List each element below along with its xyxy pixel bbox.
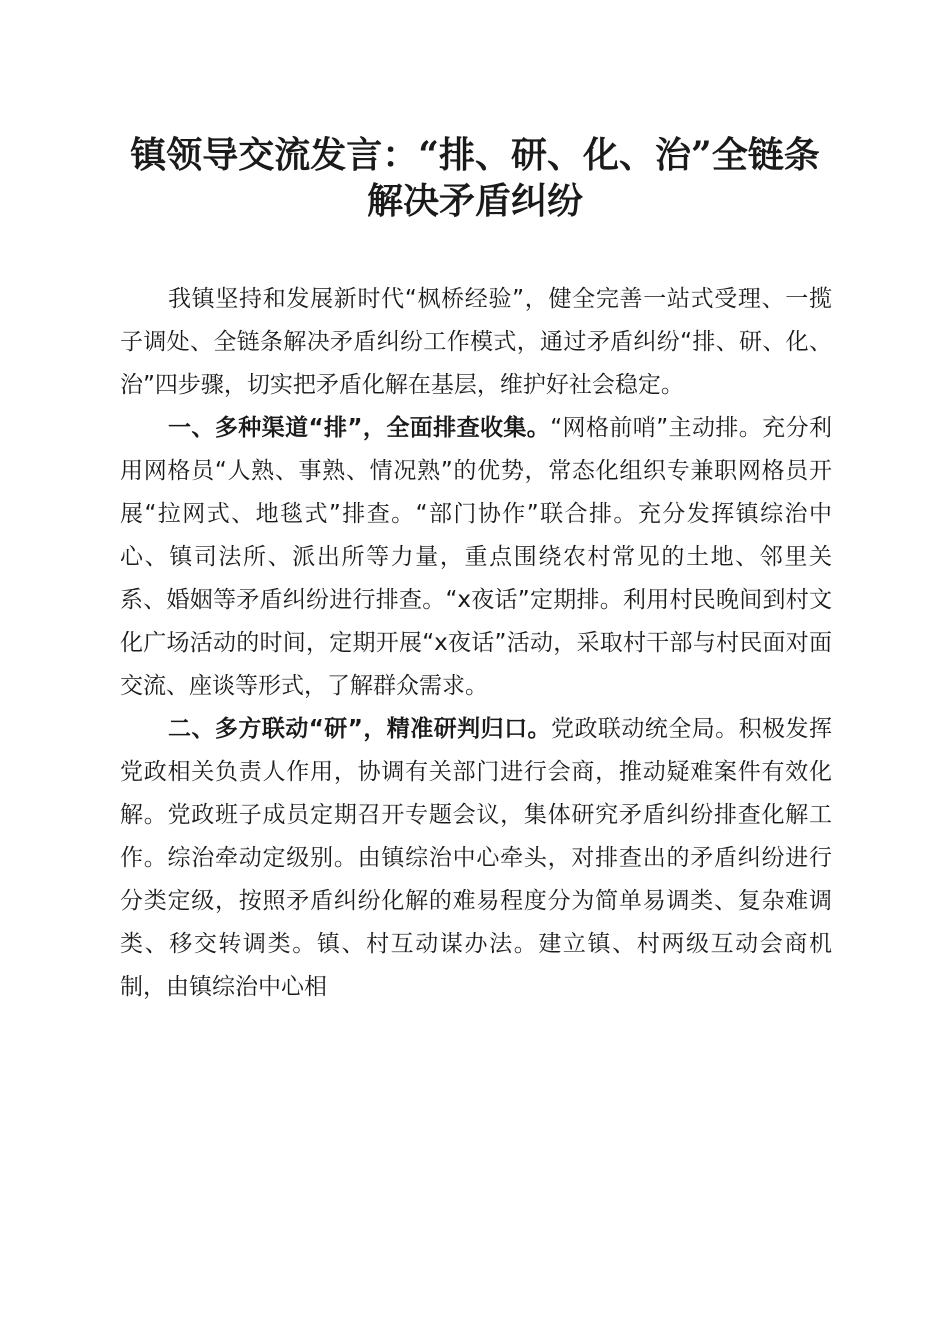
section-2-paragraph — [120, 708, 832, 1009]
section-1-text: “网格前哨”主动排。充分利用网格员“人熟、事熟、情况熟”的优势，常态化组织专兼职网格员开展“拉网式、地毯式”排查。“部门协作”联合排。充分发挥镇综治中心、镇司法所、派出所等力量，重点围绕农村常见的土地、邻里关系、婚姻等矛盾纠纷进行排查。“x夜话”定期排。利用村民晚间到村文化广场活动的时间，定期开展“x夜话”活动，采取村干部与村民面对面交流、座谈等形式，了解群众需求。 — [120, 415, 832, 699]
section-2-heading: 二、多方联动“研”，精准研判归口。 — [168, 716, 551, 742]
document-title — [100, 132, 850, 224]
intro-paragraph-text: 我镇坚持和发展新时代“枫桥经验”，健全完善一站式受理、一揽子调处、全链条解决矛盾纠纷工作模式，通过矛盾纠纷“排、研、化、治”四步骤，切实把矛盾化解在基层，维护好社会稳定。 — [120, 286, 832, 398]
document-title-line-1: 镇领导交流发言：“排、研、化、治”全链条 — [130, 134, 820, 176]
section-1-paragraph — [120, 407, 832, 708]
document-body — [120, 278, 832, 1009]
intro-paragraph — [120, 278, 832, 407]
section-1-heading: 一、多种渠道“排”，全面排查收集。 — [168, 415, 551, 441]
section-2-text: 党政联动统全局。积极发挥党政相关负责人作用，协调有关部门进行会商，推动疑难案件有效化解。党政班子成员定期召开专题会议，集体研究矛盾纠纷排查化解工作。综治牵动定级别。由镇综治中心牵头，对排查出的矛盾纠纷进行分类定级，按照矛盾纠纷化解的难易程度分为简单易调类、复杂难调类、移交转调类。镇、村互动谋办法。建立镇、村两级互动会商机制，由镇综治中心相 — [120, 716, 832, 1000]
document-title-line-2: 解决矛盾纠纷 — [366, 180, 583, 222]
